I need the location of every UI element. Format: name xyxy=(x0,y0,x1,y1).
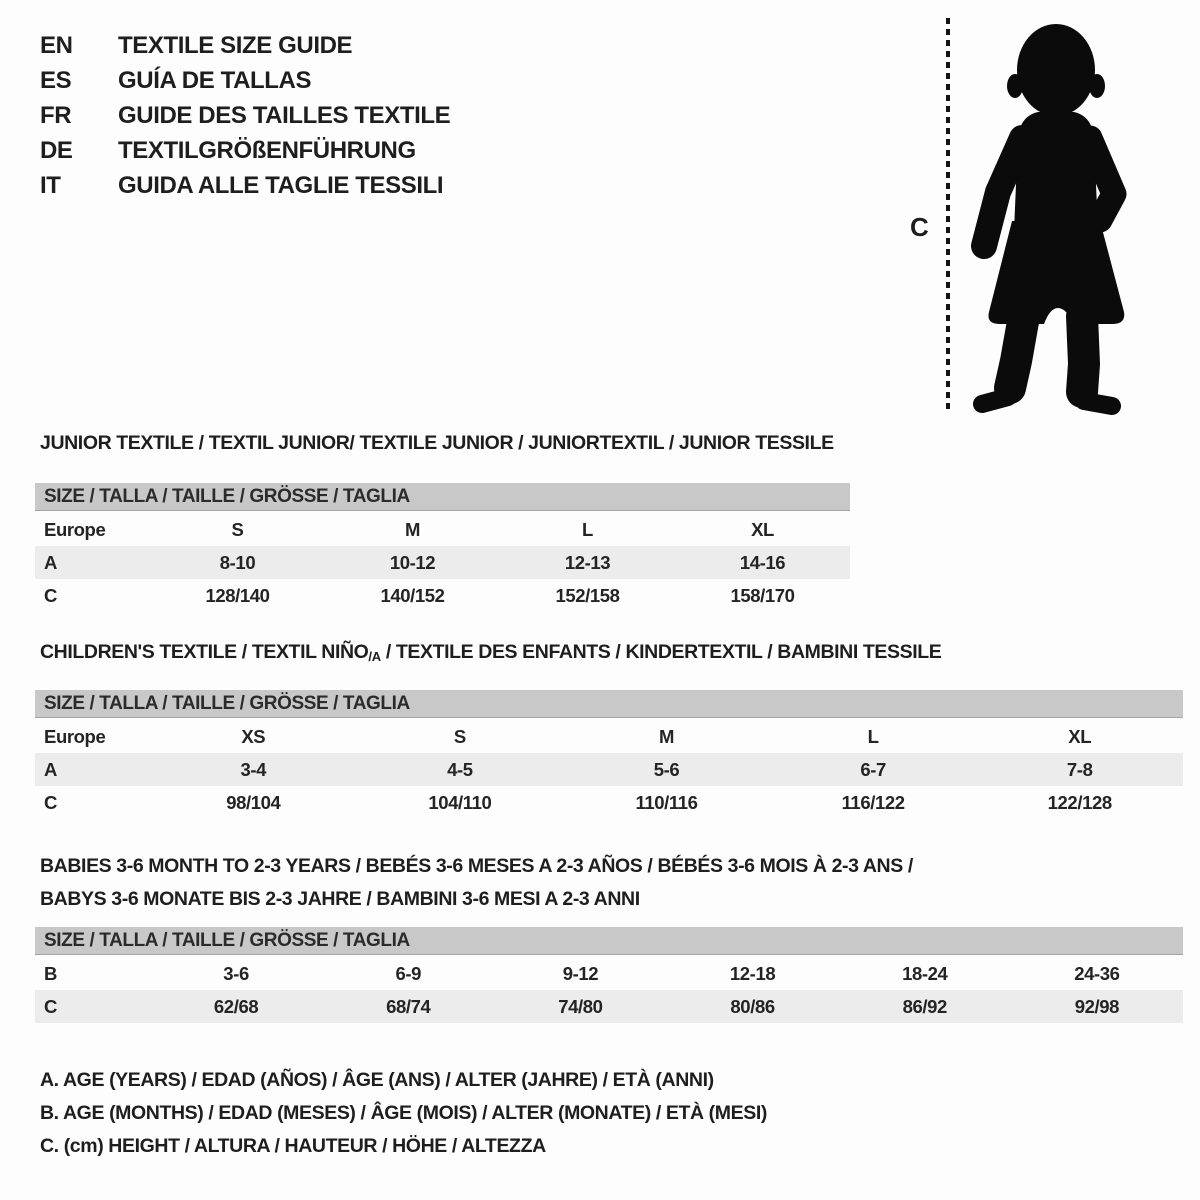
language-title: GUÍA DE TALLAS xyxy=(118,66,312,94)
row-label: C xyxy=(44,995,57,1017)
table-row xyxy=(35,957,1183,990)
size-cell: 74/80 xyxy=(558,995,603,1017)
table-row xyxy=(35,753,1183,786)
language-row-fr xyxy=(40,98,450,133)
size-cell: S xyxy=(231,518,244,540)
size-cell: 3-6 xyxy=(223,962,249,984)
row-label: C xyxy=(44,584,57,606)
size-cell: 5-6 xyxy=(653,758,680,780)
size-cell: 104/110 xyxy=(428,791,492,813)
size-header-bar: SIZE / TALLA / TAILLE / GRÖSSE / TAGLIA xyxy=(35,483,850,511)
size-cell: 7-8 xyxy=(1066,758,1093,780)
size-cell: 12-13 xyxy=(564,551,611,573)
children-title-subscript: /A xyxy=(368,649,381,664)
measurement-legend xyxy=(40,1064,767,1163)
legend-line-b: B. AGE (MONTHS) / EDAD (MESES) / ÂGE (MOIS) / ALTER (MONATE) / ETÀ (MESI) xyxy=(40,1102,767,1124)
junior-section-title: JUNIOR TEXTILE / TEXTIL JUNIOR/ TEXTILE JUNIOR / JUNIORTEXTIL / JUNIOR TESSILE xyxy=(40,432,834,454)
language-row-en xyxy=(40,28,450,63)
babies-section-title xyxy=(40,850,913,916)
size-cell: 8-10 xyxy=(219,551,256,573)
language-title: TEXTILE SIZE GUIDE xyxy=(118,31,353,59)
language-code: DE xyxy=(40,136,73,164)
language-row-it xyxy=(40,168,450,203)
size-cell: 4-5 xyxy=(447,758,473,780)
size-cell: 92/98 xyxy=(1074,995,1120,1017)
size-cell: M xyxy=(404,518,420,540)
measure-label-c: C xyxy=(910,212,929,242)
row-label: A xyxy=(44,758,57,780)
legend-line-c: C. (cm) HEIGHT / ALTURA / HAUTEUR / HÖHE / ALTEZZA xyxy=(40,1135,546,1157)
size-cell: 6-7 xyxy=(860,758,886,780)
size-header-bar: SIZE / TALLA / TAILLE / GRÖSSE / TAGLIA xyxy=(35,690,1183,718)
size-cell: 9-12 xyxy=(562,962,599,984)
size-cell: 68/74 xyxy=(386,995,431,1017)
size-cell: XS xyxy=(241,725,266,747)
table-row xyxy=(35,720,1183,753)
language-row-es xyxy=(40,63,450,98)
babies-size-table xyxy=(35,927,1183,1023)
table-row xyxy=(35,786,1183,819)
height-dotted-line xyxy=(946,18,950,414)
language-code: EN xyxy=(40,31,73,59)
size-cell: 152/158 xyxy=(555,584,620,606)
size-header-bar: SIZE / TALLA / TAILLE / GRÖSSE / TAGLIA xyxy=(35,927,1183,955)
toddler-silhouette-icon xyxy=(962,16,1140,416)
row-label: C xyxy=(44,791,57,813)
language-title: TEXTILGRÖßENFÜHRUNG xyxy=(118,136,416,164)
size-cell: 122/128 xyxy=(1047,791,1112,813)
size-cell: 18-24 xyxy=(902,962,948,984)
size-cell: 3-4 xyxy=(240,758,267,780)
language-code: IT xyxy=(40,171,61,199)
size-cell: 116/122 xyxy=(841,791,905,813)
table-row xyxy=(35,513,850,546)
children-section-title xyxy=(40,641,941,664)
size-cell: 62/68 xyxy=(213,995,259,1017)
babies-title-line1: BABIES 3-6 MONTH TO 2-3 YEARS / BEBÉS 3-6 MESES A 2-3 AÑOS / BÉBÉS 3-6 MOIS À 2-3 ANS / xyxy=(40,855,913,877)
row-label: B xyxy=(44,962,57,984)
size-cell: 158/170 xyxy=(730,584,795,606)
size-cell: 6-9 xyxy=(395,962,422,984)
size-cell: XL xyxy=(1068,725,1092,747)
size-cell: 110/116 xyxy=(635,791,698,813)
row-label: A xyxy=(44,551,57,573)
legend-line-a: A. AGE (YEARS) / EDAD (AÑOS) / ÂGE (ANS) / ALTER (JAHRE) / ETÀ (ANNI) xyxy=(40,1069,714,1091)
children-title-text: CHILDREN'S TEXTILE / TEXTIL NIÑO xyxy=(40,641,369,663)
size-cell: XL xyxy=(751,518,774,540)
size-cell: M xyxy=(658,725,674,747)
size-cell: 12-18 xyxy=(729,962,776,984)
size-cell: 128/140 xyxy=(205,584,270,606)
children-title-text: / TEXTILE DES ENFANTS / KINDERTEXTIL / BAMBINI TESSILE xyxy=(380,641,942,663)
junior-size-table xyxy=(35,483,850,612)
size-cell: L xyxy=(867,725,879,747)
size-cell: 98/104 xyxy=(226,791,281,813)
size-cell: 10-12 xyxy=(389,551,436,573)
row-label: Europe xyxy=(44,725,106,747)
babies-title-line2: BABYS 3-6 MONATE BIS 2-3 JAHRE / BAMBINI 3-6 MESI A 2-3 ANNI xyxy=(40,888,640,910)
size-cell: 86/92 xyxy=(902,995,947,1017)
size-cell: 80/86 xyxy=(730,995,775,1017)
size-cell: S xyxy=(453,725,466,747)
size-cell: 140/152 xyxy=(380,584,445,606)
language-title: GUIDA ALLE TAGLIE TESSILI xyxy=(118,171,444,199)
language-code: FR xyxy=(40,101,72,129)
children-size-table xyxy=(35,690,1183,819)
table-row xyxy=(35,546,850,579)
language-title-list xyxy=(40,28,450,203)
language-row-de xyxy=(40,133,450,168)
language-title: GUIDE DES TAILLES TEXTILE xyxy=(118,101,451,129)
size-cell: 24-36 xyxy=(1074,962,1120,984)
row-label: Europe xyxy=(44,518,106,540)
table-row xyxy=(35,579,850,612)
size-cell: L xyxy=(582,518,593,540)
language-code: ES xyxy=(40,66,72,94)
size-cell: 14-16 xyxy=(739,551,786,573)
table-row xyxy=(35,990,1183,1023)
